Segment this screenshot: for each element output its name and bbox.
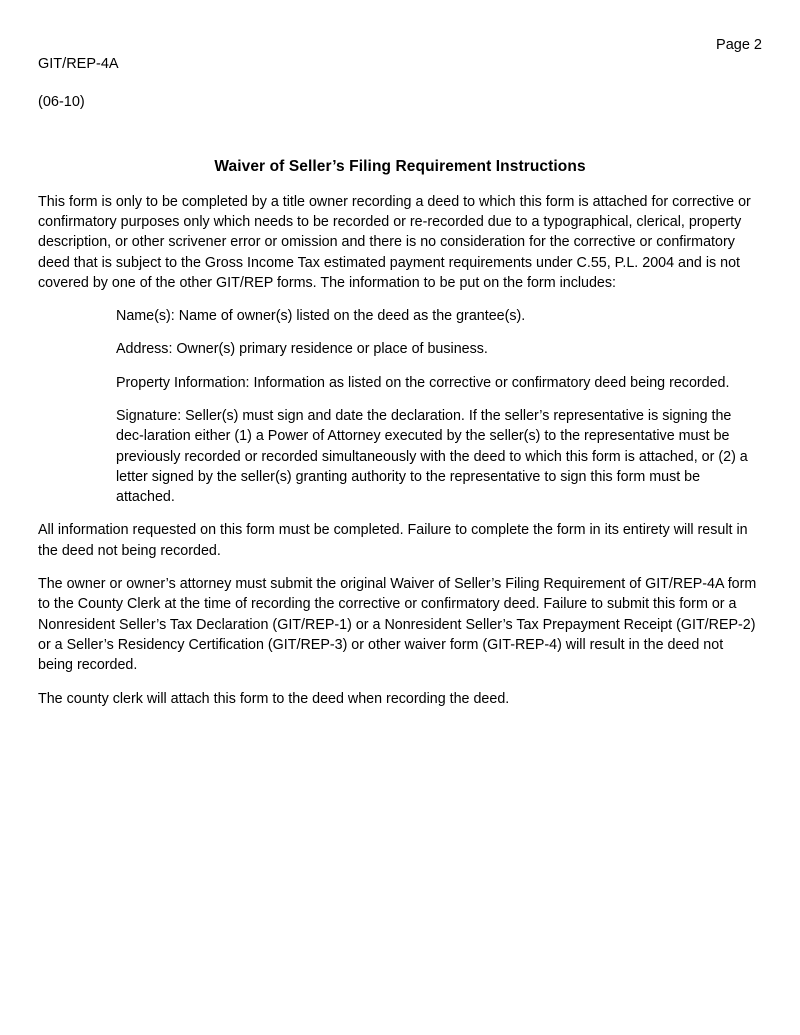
form-identifier bbox=[38, 36, 119, 132]
form-revision-date: (06-10) bbox=[38, 94, 85, 111]
intro-paragraph: This form is only to be completed by a title owner recording a deed to which this form is attached for corrective or confirmatory purposes only which needs to be recorded or re-recorded due to a typographical, clerical, property description, or other scrivener error or omission and there is no consideration for the corrective or confirmatory deed that is subject to the Gross Income Tax estimated payment requirements under C.55, P.L. 2004 and is not covered by one of the other GIT/REP forms. The information to be put on the form includes: bbox=[38, 193, 751, 291]
list-item: Property Information: Information as listed on the corrective or confirmatory deed being recorded. bbox=[116, 374, 730, 391]
submission-notice-paragraph: The owner or owner’s attorney must submit the original Waiver of Seller’s Filing Requirement of GIT/REP-4A form to the County Clerk at the time of recording the corrective or confirmatory deed. Failure to submit this form or a Nonresident Seller’s Tax Declaration (GIT/REP-1) or a Nonresident Seller’s Tax Prepayment Receipt (GIT/REP-2) or a Seller’s Residency Certification (GIT/REP-3) or other waiver form (GIT-REP-4) will result in the deed not being recorded. bbox=[38, 576, 757, 674]
instruction-list bbox=[38, 306, 762, 507]
clerk-notice-paragraph: The county clerk will attach this form to the deed when recording the deed. bbox=[38, 690, 510, 707]
page-header bbox=[38, 36, 762, 132]
list-item: Signature: Seller(s) must sign and date the declaration. If the seller’s representative is signing the dec-laration either (1) a Power of Attorney executed by the seller(s) to the representative must be previously recorded or recorded simultaneously with the deed to which this form is attached, or (2) a letter signed by the seller(s) granting authority to the representative to sign this form must be attached. bbox=[116, 408, 748, 506]
page-number: Page 2 bbox=[716, 37, 762, 53]
page-title: Waiver of Seller’s Filing Requirement Instructions bbox=[214, 157, 586, 175]
form-number: GIT/REP-4A bbox=[38, 56, 119, 73]
completion-notice-paragraph: All information requested on this form must be completed. Failure to complete the form in its entirety will result in the deed not being recorded. bbox=[38, 522, 748, 559]
list-item: Name(s): Name of owner(s) listed on the deed as the grantee(s). bbox=[116, 308, 526, 325]
list-item: Address: Owner(s) primary residence or place of business. bbox=[116, 341, 488, 358]
